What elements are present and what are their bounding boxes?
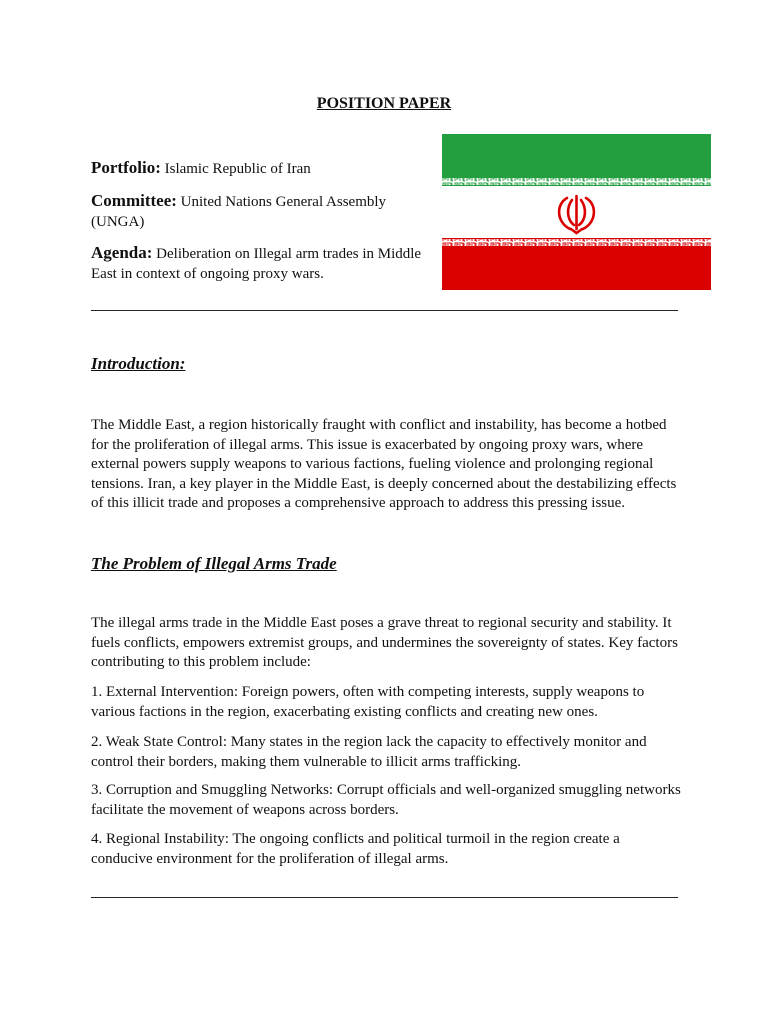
iran-flag-icon bbox=[442, 134, 711, 290]
committee-value: United Nations General Assembly (UNGA) bbox=[91, 194, 387, 230]
agenda-label: Agenda: bbox=[91, 243, 153, 262]
portfolio-value: Islamic Republic of Iran bbox=[164, 161, 311, 177]
list-item: 1. External Intervention: Foreign powers, often with competing interests, supply weapons to various factions in the region, exacerbating existing conflicts and creating new ones. bbox=[91, 684, 645, 720]
list-item: 3. Corruption and Smuggling Networks: Corrupt officials and well-organized smuggling networks facilitate the movement of weapons across borders. bbox=[91, 782, 681, 818]
agenda-line bbox=[91, 243, 436, 284]
portfolio-line bbox=[91, 158, 436, 179]
page-title: POSITION PAPER bbox=[316, 95, 452, 112]
committee-label: Committee: bbox=[91, 191, 177, 210]
header-divider bbox=[91, 310, 678, 311]
footer-divider bbox=[91, 897, 678, 898]
introduction-paragraph: The Middle East, a region historically fraught with conflict and instability, has become a hotbed for the proliferation of illegal arms. This issue is exacerbated by ongoing proxy wars, where external powers supply weapons to various factions, fueling violence and prolonging regional tensions. Iran, a key player in the Middle East, is deeply concerned about the destabilizing effects of this illicit trade and proposes a comprehensive approach to address this pressing issue. bbox=[91, 417, 677, 511]
agenda-value: Deliberation on Illegal arm trades in Middle East in context of ongoing proxy wars. bbox=[91, 246, 422, 282]
list-item: 2. Weak State Control: Many states in the region lack the capacity to effectively monitor and control their borders, making them vulnerable to illicit arms trafficking. bbox=[91, 734, 647, 770]
problem-heading: The Problem of Illegal Arms Trade bbox=[91, 554, 337, 573]
list-item: 4. Regional Instability: The ongoing conflicts and political turmoil in the region create a conducive environment for the proliferation of illegal arms. bbox=[91, 831, 620, 867]
introduction-heading: Introduction: bbox=[91, 354, 186, 373]
portfolio-label: Portfolio: bbox=[91, 158, 161, 177]
problem-paragraph: The illegal arms trade in the Middle East poses a grave threat to regional security and stability. It fuels conflicts, empowers extremist groups, and undermines the sovereignty of states. Key factors contributing to this problem include: bbox=[91, 615, 678, 670]
committee-line bbox=[91, 191, 436, 232]
